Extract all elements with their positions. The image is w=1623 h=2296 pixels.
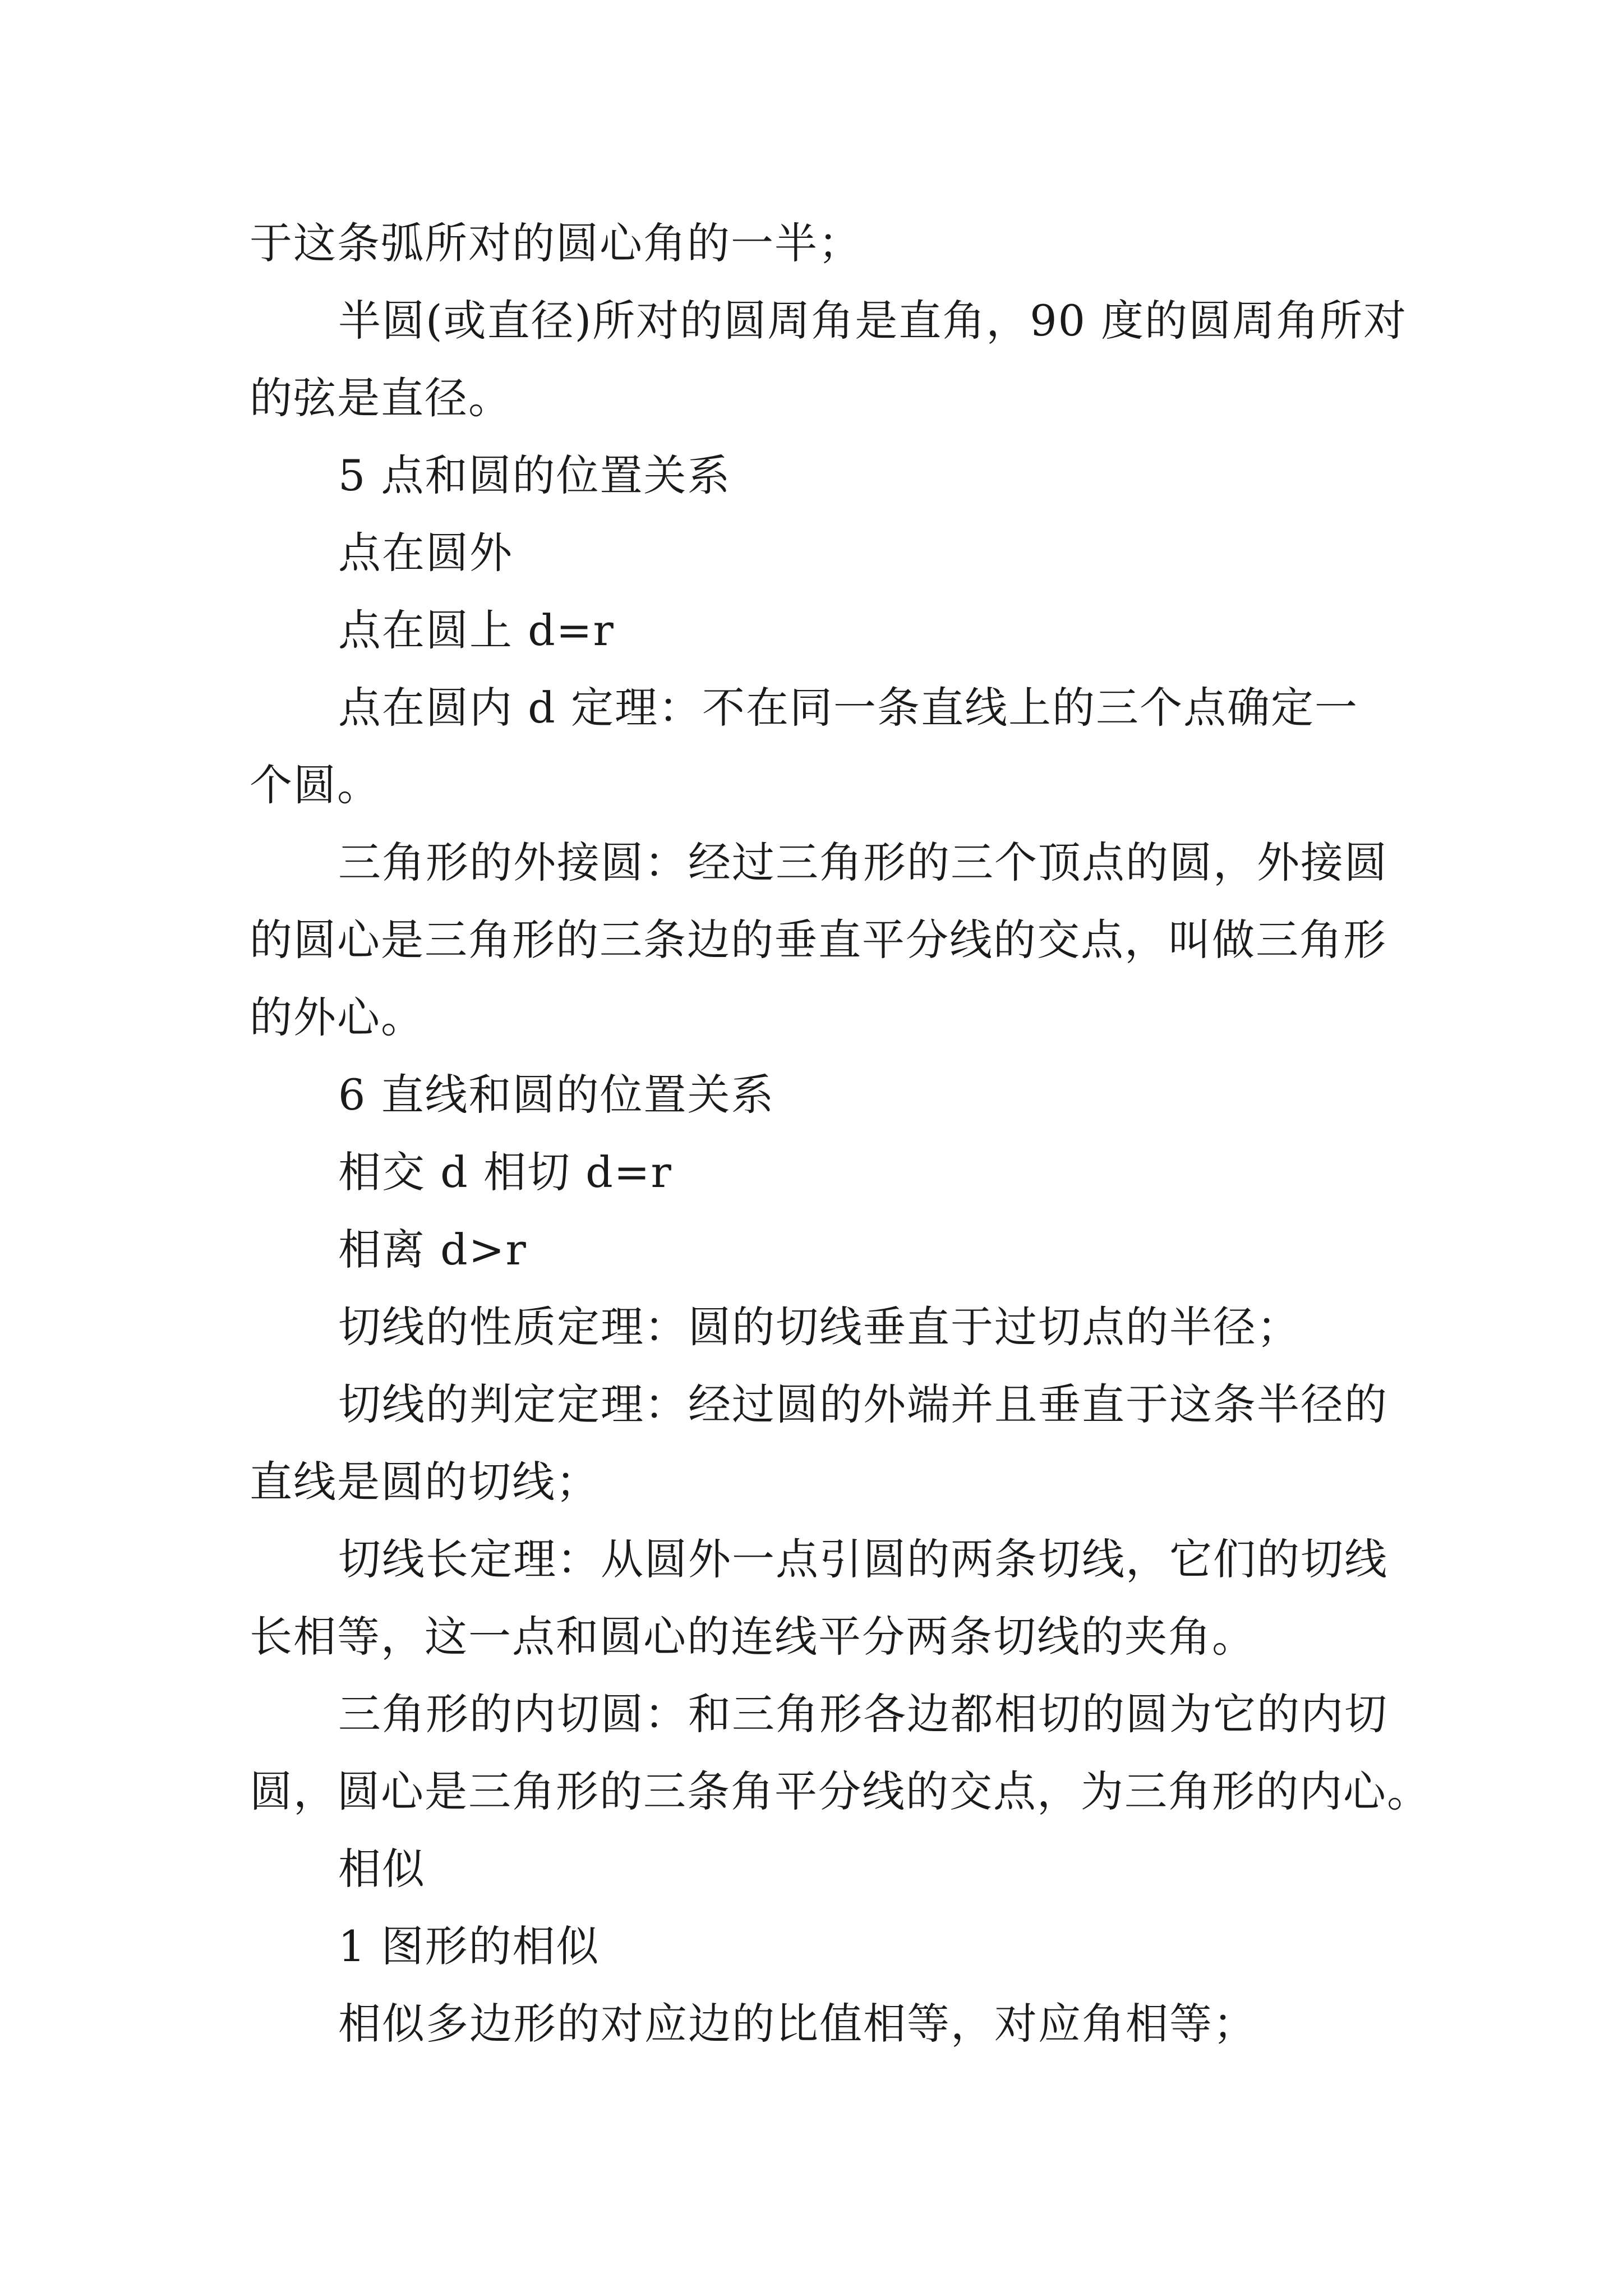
text-line: 圆，圆心是三角形的三条角平分线的交点，为三角形的内心。 <box>250 1766 1431 1816</box>
text-line: 点在圆上 d=r <box>338 605 615 655</box>
document-body <box>250 205 1431 2063</box>
text-line: 半圆(或直径)所对的圆周角是直角，90 度的圆周角所对 <box>338 296 1408 346</box>
text-line: 个圆。 <box>250 760 381 810</box>
text-line: 切线的判定定理：经过圆的外端并且垂直于这条半径的 <box>338 1379 1388 1429</box>
text-line: 切线的性质定理：圆的切线垂直于过切点的半径； <box>338 1302 1301 1352</box>
text-line: 的弦是直径。 <box>250 373 512 423</box>
text-line: 的外心。 <box>250 992 425 1042</box>
text-line: 点在圆内 d 定理：不在同一条直线上的三个点确定一 <box>338 683 1358 733</box>
text-line: 相离 d>r <box>338 1225 527 1274</box>
text-line: 三角形的内切圆：和三角形各边都相切的圆为它的内切 <box>338 1689 1388 1739</box>
text-line: 相交 d 相切 d=r <box>338 1147 672 1197</box>
text-line: 于这条弧所对的圆心角的一半； <box>250 218 862 268</box>
section-heading: 5 点和圆的位置关系 <box>338 450 731 500</box>
text-line: 的圆心是三角形的三条边的垂直平分线的交点，叫做三角形 <box>250 915 1387 965</box>
section-heading: 6 直线和圆的位置关系 <box>338 1070 775 1120</box>
text-line: 直线是圆的切线； <box>250 1457 600 1507</box>
text-line: 相似多边形的对应边的比值相等，对应角相等； <box>338 1999 1257 2049</box>
text-line: 长相等，这一点和圆心的连线平分两条切线的夹角。 <box>250 1612 1256 1662</box>
text-line: 切线长定理：从圆外一点引圆的两条切线，它们的切线 <box>338 1534 1388 1584</box>
text-line: 三角形的外接圆：经过三角形的三个顶点的圆，外接圆 <box>338 838 1388 887</box>
text-line: 点在圆外 <box>338 528 513 578</box>
section-heading: 相似 <box>338 1844 426 1894</box>
section-heading: 1 图形的相似 <box>338 1921 600 1971</box>
